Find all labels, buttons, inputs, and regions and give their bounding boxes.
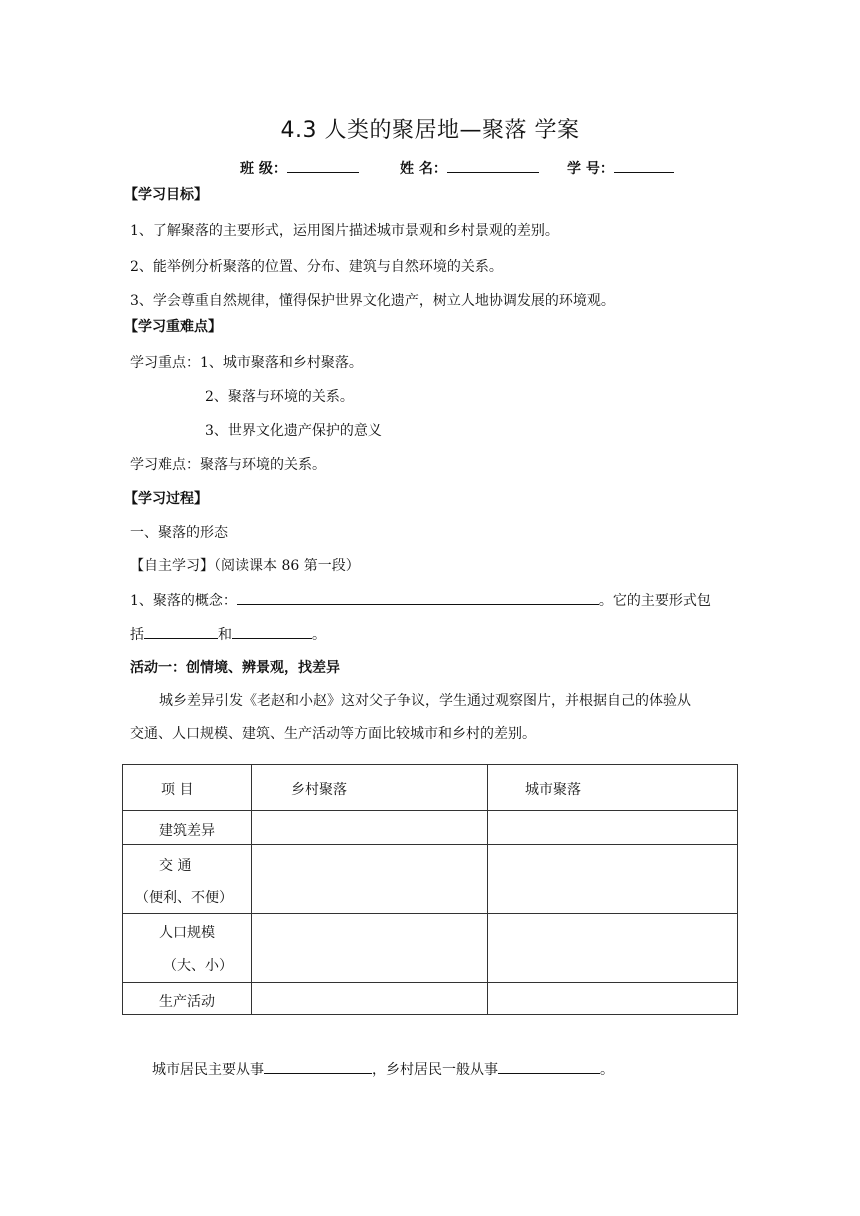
question-1-line-2 bbox=[130, 624, 326, 644]
concept-blank[interactable] bbox=[237, 590, 599, 605]
table-row-production bbox=[123, 983, 737, 1015]
question-1-prefix: 1、聚落的概念： bbox=[130, 593, 237, 609]
question-1-text-b: 和 bbox=[218, 627, 232, 643]
form-1-blank[interactable] bbox=[144, 624, 218, 639]
goals-heading: 【学习目标】 bbox=[124, 187, 208, 203]
column-divider-2 bbox=[487, 765, 488, 1014]
rural-occupation-blank[interactable] bbox=[498, 1059, 600, 1074]
page-title: 4.3 人类的聚居地—聚落 学案 bbox=[280, 118, 580, 143]
id-field bbox=[567, 158, 674, 178]
goal-2: 2、能举例分析聚落的位置、分布、建筑与自然环境的关系。 bbox=[130, 259, 503, 275]
key-point-1: 学习重点：1、城市聚落和乡村聚落。 bbox=[130, 355, 363, 371]
comparison-table bbox=[122, 764, 738, 1015]
header-item: 项 目 bbox=[161, 782, 194, 798]
id-blank[interactable] bbox=[614, 158, 674, 173]
self-study-note: （阅读课本 86 第一段） bbox=[214, 558, 360, 574]
activity-text-1: 城乡差异引发《老赵和小赵》这对父子争议，学生通过观察图片，并根据自己的体验从 bbox=[159, 693, 691, 709]
footer-text-c: 。 bbox=[600, 1062, 614, 1078]
header-urban: 城市聚落 bbox=[525, 782, 581, 798]
name-label: 姓 名： bbox=[400, 161, 447, 177]
process-heading: 【学习过程】 bbox=[124, 491, 208, 507]
class-field bbox=[240, 158, 359, 178]
key-heading: 【学习重难点】 bbox=[124, 319, 222, 335]
class-label: 班 级： bbox=[240, 161, 287, 177]
header-rural: 乡村聚落 bbox=[291, 782, 347, 798]
question-1-text-a: 括 bbox=[130, 627, 144, 643]
activity-heading: 活动一：创情境、辨景观，找差异 bbox=[130, 660, 340, 676]
table-row-building bbox=[123, 811, 737, 845]
goal-1: 1、了解聚落的主要形式，运用图片描述城市景观和乡村景观的差别。 bbox=[130, 223, 559, 239]
footer-line bbox=[152, 1059, 614, 1079]
self-study-line bbox=[130, 555, 360, 575]
table-header-row bbox=[123, 765, 737, 811]
key-point-2: 2、聚落与环境的关系。 bbox=[205, 389, 354, 405]
column-divider-1 bbox=[251, 765, 252, 1014]
row-label-traffic-note: （便利、不便） bbox=[135, 890, 233, 906]
row-label-building: 建筑差异 bbox=[159, 823, 215, 839]
row-label-population: 人口规模 bbox=[159, 925, 215, 941]
question-1-suffix: 。它的主要形式包 bbox=[598, 593, 711, 609]
question-1-text-c: 。 bbox=[312, 627, 326, 643]
goal-3: 3、学会尊重自然规律，懂得保护世界文化遗产，树立人地协调发展的环境观。 bbox=[130, 293, 615, 309]
row-label-production: 生产活动 bbox=[159, 994, 215, 1010]
part-1-heading: 一、聚落的形态 bbox=[130, 525, 228, 541]
footer-text-a: 城市居民主要从事 bbox=[152, 1062, 264, 1078]
name-blank[interactable] bbox=[447, 158, 539, 173]
key-point-3: 3、世界文化遗产保护的意义 bbox=[205, 423, 382, 439]
footer-text-b: ，乡村居民一般从事 bbox=[372, 1062, 498, 1078]
row-label-population-note: （大、小） bbox=[163, 958, 233, 974]
activity-text-2: 交通、人口规模、建筑、生产活动等方面比较城市和乡村的差别。 bbox=[130, 726, 536, 742]
row-label-traffic: 交 通 bbox=[159, 858, 192, 874]
id-label: 学 号： bbox=[567, 161, 614, 177]
difficulty-point: 学习难点：聚落与环境的关系。 bbox=[130, 457, 326, 473]
form-2-blank[interactable] bbox=[232, 624, 312, 639]
self-study-heading: 【自主学习】 bbox=[130, 558, 214, 574]
class-blank[interactable] bbox=[287, 158, 359, 173]
question-1-line-1 bbox=[130, 590, 711, 610]
name-field bbox=[400, 158, 539, 178]
urban-occupation-blank[interactable] bbox=[264, 1059, 372, 1074]
